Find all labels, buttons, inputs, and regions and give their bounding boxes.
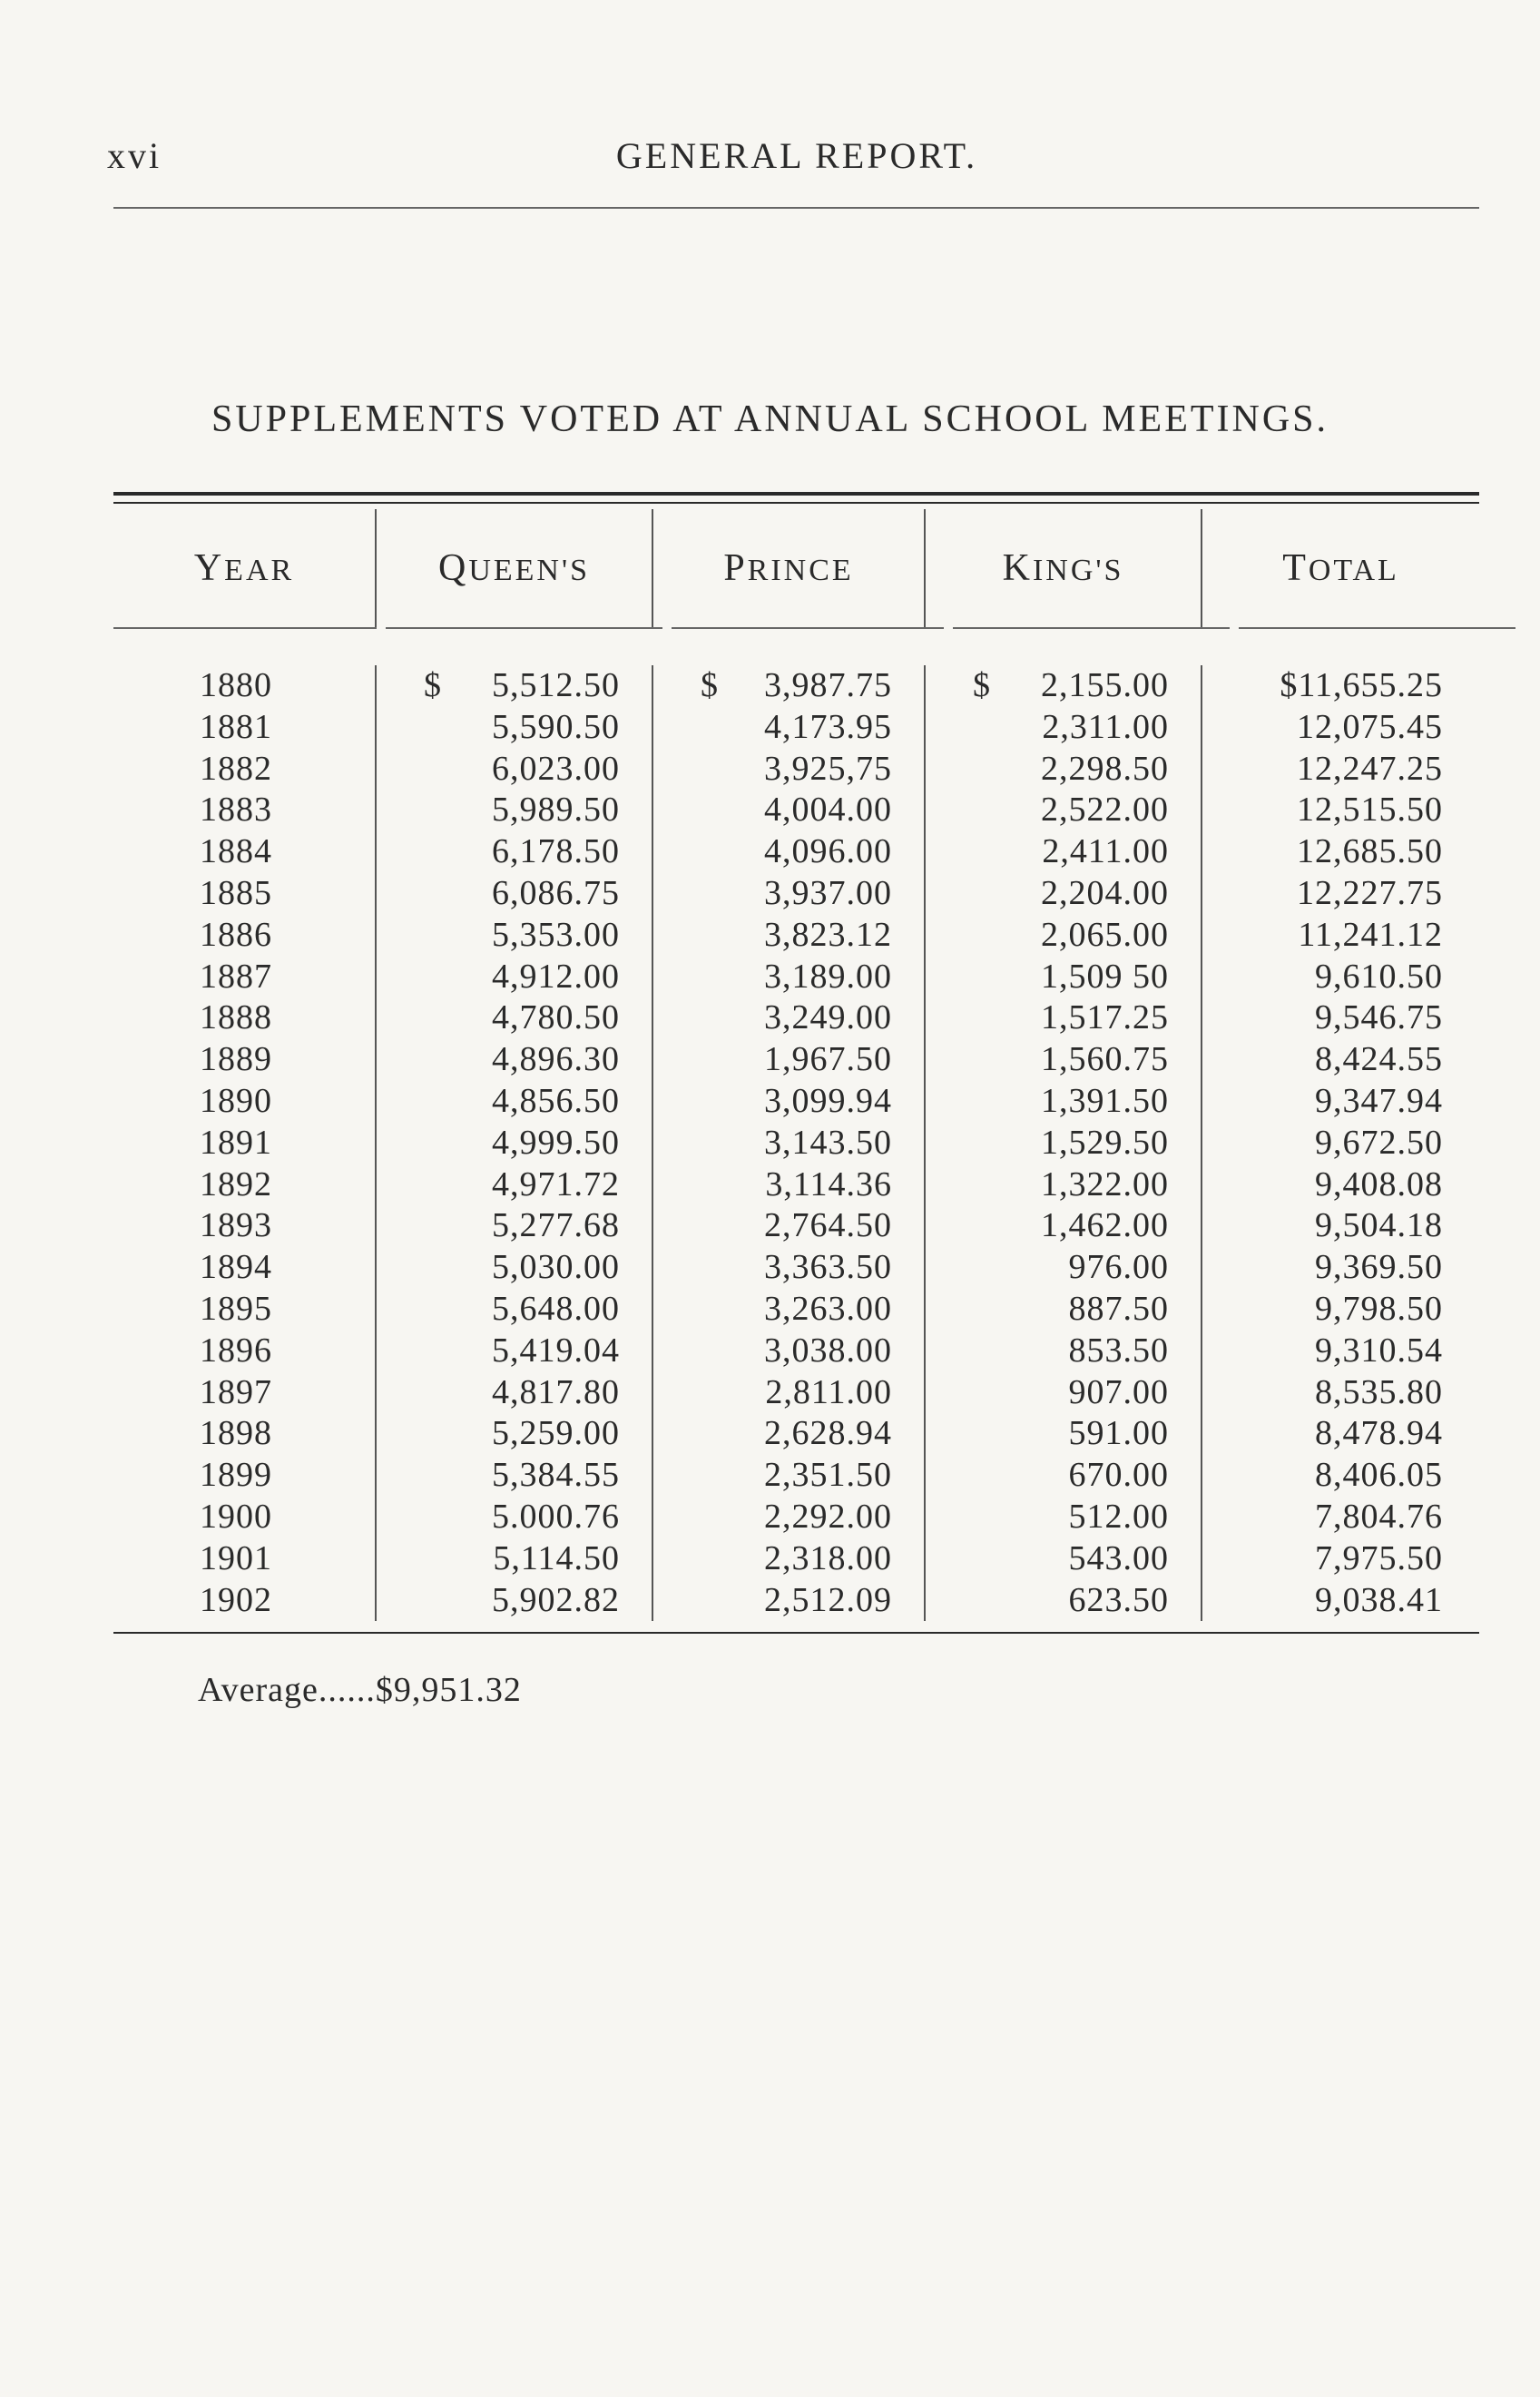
kings-cell: [926, 1123, 1201, 1164]
year-cell: [113, 997, 375, 1039]
year-cell: [113, 1497, 375, 1538]
total-cell: [1202, 749, 1479, 791]
queens-cell: [377, 915, 652, 957]
total-cell-value: 7,975.50: [1315, 1538, 1443, 1577]
kings-cell-value: 512.00: [1068, 1497, 1169, 1536]
kings-cell: [926, 790, 1201, 831]
kings-cell: [926, 1372, 1201, 1414]
prince-cell: [653, 1580, 924, 1622]
queens-cell: [377, 1164, 652, 1206]
prince-cell-value: 3,937.00: [764, 873, 892, 912]
kings-cell-value: 1,509 50: [1041, 957, 1169, 996]
prince-cell: [653, 1455, 924, 1497]
table-title: SUPPLEMENTS VOTED AT ANNUAL SCHOOL MEETINGS.: [211, 398, 1329, 440]
queens-cell-value: 5,353.00: [492, 915, 620, 954]
kings-cell: [926, 1289, 1201, 1331]
prince-cell-value: 2,811.00: [765, 1372, 892, 1411]
total-cell: [1202, 1289, 1479, 1331]
kings-cell: [926, 1580, 1201, 1622]
kings-cell-value: 2,204.00: [1041, 873, 1169, 912]
kings-cell: [926, 1497, 1201, 1538]
year-cell-value: 1884: [200, 832, 272, 871]
table-body: [113, 629, 1479, 1632]
prince-column: [653, 665, 926, 1621]
kings-cell-value: 1,391.50: [1041, 1081, 1169, 1120]
total-cell: [1202, 957, 1479, 998]
table-top-rule: [113, 492, 1479, 504]
queens-cell: [377, 831, 652, 873]
kings-cell: [926, 1205, 1201, 1247]
dollar-sign: $: [701, 666, 719, 704]
year-cell: [113, 831, 375, 873]
year-cell: [113, 1413, 375, 1455]
total-cell-value: 12,515.50: [1297, 791, 1443, 830]
prince-cell: [653, 749, 924, 791]
average-leader: ......: [318, 1671, 376, 1709]
total-cell: [1202, 1123, 1479, 1164]
kings-cell-value: 623.50: [1068, 1580, 1169, 1619]
kings-cell-value: 543.00: [1068, 1538, 1169, 1577]
total-cell: [1202, 1081, 1479, 1123]
kings-cell: [926, 873, 1201, 915]
queens-cell-value: 6,023.00: [492, 749, 620, 788]
supplements-table: [113, 492, 1479, 1634]
prince-cell-value: 3,099.94: [764, 1081, 892, 1120]
year-cell-value: 1898: [200, 1414, 272, 1453]
year-cell-value: 1902: [200, 1580, 272, 1619]
year-cell-value: 1900: [200, 1497, 272, 1536]
total-cell-value: 9,347.94: [1315, 1081, 1443, 1120]
year-cell: [113, 957, 375, 998]
prince-cell: [653, 665, 924, 707]
total-cell-value: 9,408.08: [1315, 1164, 1443, 1203]
total-cell: [1202, 997, 1479, 1039]
kings-cell: [926, 997, 1201, 1039]
header-underline: [113, 627, 1479, 629]
queens-cell-value: 5,989.50: [492, 791, 620, 830]
queens-cell: [377, 873, 652, 915]
total-cell: [1202, 1039, 1479, 1081]
total-cell: [1202, 831, 1479, 873]
queens-cell-value: 5,648.00: [492, 1289, 620, 1328]
queens-cell: [377, 707, 652, 749]
prince-cell-value: 2,318.00: [764, 1538, 892, 1577]
year-cell: [113, 1289, 375, 1331]
prince-cell: [653, 831, 924, 873]
kings-cell-value: 2,411.00: [1042, 832, 1169, 871]
year-cell-value: 1895: [200, 1289, 272, 1328]
prince-cell-value: 4,004.00: [764, 791, 892, 830]
year-cell-value: 1882: [200, 749, 272, 788]
year-cell: [113, 915, 375, 957]
kings-cell-value: 1,560.75: [1041, 1040, 1169, 1079]
year-cell: [113, 707, 375, 749]
total-cell: [1202, 1164, 1479, 1206]
year-cell-value: 1883: [200, 791, 272, 830]
average-value: $9,951.32: [375, 1671, 522, 1709]
year-cell: [113, 1538, 375, 1580]
kings-cell: [926, 957, 1201, 998]
year-cell: [113, 1081, 375, 1123]
queens-cell-value: 4,971.72: [492, 1164, 620, 1203]
year-cell-value: 1886: [200, 915, 272, 954]
prince-cell: [653, 957, 924, 998]
kings-cell: [926, 831, 1201, 873]
queens-cell-value: 4,780.50: [492, 998, 620, 1037]
queens-cell: [377, 1247, 652, 1289]
queens-cell-value: 5,114.50: [493, 1538, 620, 1577]
queens-cell-value: 4,999.50: [492, 1123, 620, 1162]
prince-cell-value: 3,987.75: [764, 666, 892, 704]
total-column: [1202, 665, 1479, 1621]
total-cell-value: 8,478.94: [1315, 1414, 1443, 1453]
year-cell: [113, 1123, 375, 1164]
table-bottom-rule: [113, 1632, 1479, 1634]
year-cell: [113, 1164, 375, 1206]
prince-cell: [653, 1413, 924, 1455]
kings-cell-value: 853.50: [1068, 1331, 1169, 1370]
year-cell: [113, 749, 375, 791]
kings-cell: [926, 1413, 1201, 1455]
prince-cell: [653, 997, 924, 1039]
total-cell-value: 9,369.50: [1315, 1248, 1443, 1287]
year-cell: [113, 1247, 375, 1289]
prince-cell: [653, 1538, 924, 1580]
column-header-total: TOTAL: [1282, 547, 1399, 589]
queens-cell: [377, 1497, 652, 1538]
total-cell: [1202, 873, 1479, 915]
year-cell: [113, 1372, 375, 1414]
kings-cell: [926, 1247, 1201, 1289]
kings-cell: [926, 1538, 1201, 1580]
total-cell-value: $11,655.25: [1280, 666, 1443, 704]
prince-cell-value: 3,249.00: [764, 998, 892, 1037]
prince-cell-value: 3,363.50: [764, 1248, 892, 1287]
column-header-prince: PRINCE: [653, 509, 926, 627]
total-cell: [1202, 1205, 1479, 1247]
year-cell-value: 1892: [200, 1164, 272, 1203]
kings-cell: [926, 915, 1201, 957]
prince-cell-value: 2,351.50: [764, 1456, 892, 1495]
kings-cell-value: 670.00: [1068, 1456, 1169, 1495]
year-cell-value: 1899: [200, 1456, 272, 1495]
queens-cell-value: 5,277.68: [492, 1206, 620, 1245]
total-cell-value: 12,685.50: [1297, 832, 1443, 871]
queens-cell: [377, 1580, 652, 1622]
column-header-queens: QUEEN'S: [377, 509, 653, 627]
total-cell: [1202, 1497, 1479, 1538]
queens-cell: [377, 1455, 652, 1497]
total-cell-value: 7,804.76: [1315, 1497, 1443, 1536]
queens-cell: [377, 997, 652, 1039]
queens-cell-value: 6,086.75: [492, 873, 620, 912]
year-cell-value: 1889: [200, 1040, 272, 1079]
queens-cell-value: 6,178.50: [492, 832, 620, 871]
total-cell-value: 12,227.75: [1297, 873, 1443, 912]
prince-cell: [653, 873, 924, 915]
running-head: GENERAL REPORT.: [615, 135, 978, 176]
total-cell: [1202, 1538, 1479, 1580]
queens-cell-value: 5,419.04: [492, 1331, 620, 1370]
prince-cell: [653, 1081, 924, 1123]
queens-cell: [377, 1123, 652, 1164]
queens-cell-value: 4,856.50: [492, 1081, 620, 1120]
kings-cell-value: 2,298.50: [1041, 749, 1169, 788]
year-cell: [113, 790, 375, 831]
page-number: xvi: [107, 135, 162, 176]
queens-cell-value: 5,902.82: [492, 1580, 620, 1619]
column-header-row: [113, 509, 1479, 627]
prince-cell: [653, 1205, 924, 1247]
queens-cell: [377, 1538, 652, 1580]
total-cell-value: 8,406.05: [1315, 1456, 1443, 1495]
queens-cell: [377, 790, 652, 831]
prince-cell-value: 4,096.00: [764, 832, 892, 871]
prince-cell: [653, 707, 924, 749]
header-rule: [113, 207, 1479, 209]
total-cell: [1202, 1413, 1479, 1455]
dollar-sign: $: [424, 666, 442, 704]
prince-cell: [653, 1331, 924, 1372]
column-header-year: YEAR: [113, 509, 377, 627]
kings-cell-value: 1,322.00: [1041, 1164, 1169, 1203]
total-cell-value: 8,424.55: [1315, 1040, 1443, 1079]
queens-cell-value: 5,384.55: [492, 1456, 620, 1495]
kings-cell: [926, 1081, 1201, 1123]
year-cell-value: 1887: [200, 957, 272, 996]
kings-cell: [926, 1039, 1201, 1081]
total-cell-value: 9,310.54: [1315, 1331, 1443, 1370]
prince-cell-value: 2,764.50: [764, 1206, 892, 1245]
prince-cell-value: 3,925,75: [764, 749, 892, 788]
kings-cell-value: 2,065.00: [1041, 915, 1169, 954]
year-cell: [113, 1039, 375, 1081]
prince-cell: [653, 1289, 924, 1331]
kings-cell-value: 976.00: [1068, 1248, 1169, 1287]
kings-cell-value: 1,517.25: [1041, 998, 1169, 1037]
prince-cell: [653, 1497, 924, 1538]
prince-cell: [653, 915, 924, 957]
kings-cell: [926, 1455, 1201, 1497]
queens-cell: [377, 749, 652, 791]
kings-cell-value: 2,155.00: [1041, 666, 1169, 704]
total-cell-value: 9,610.50: [1315, 957, 1443, 996]
column-header-kings: KING'S: [926, 509, 1202, 627]
queens-cell-value: 5,030.00: [492, 1248, 620, 1287]
prince-cell-value: 2,292.00: [764, 1497, 892, 1536]
total-cell: [1202, 665, 1479, 707]
year-cell: [113, 1331, 375, 1372]
prince-cell: [653, 1372, 924, 1414]
kings-cell-value: 1,529.50: [1041, 1123, 1169, 1162]
kings-cell-value: 2,311.00: [1042, 707, 1169, 746]
total-cell-value: 12,075.45: [1297, 707, 1443, 746]
year-cell-value: 1891: [200, 1123, 272, 1162]
total-cell-value: 9,038.41: [1315, 1580, 1443, 1619]
total-cell: [1202, 707, 1479, 749]
year-cell: [113, 665, 375, 707]
year-cell-value: 1896: [200, 1331, 272, 1370]
average-label: Average: [198, 1671, 319, 1709]
prince-cell-value: 4,173.95: [764, 707, 892, 746]
prince-cell-value: 3,114.36: [765, 1164, 892, 1203]
kings-cell-value: 2,522.00: [1041, 791, 1169, 830]
queens-cell: [377, 1205, 652, 1247]
prince-cell-value: 3,823.12: [764, 915, 892, 954]
year-cell-value: 1890: [200, 1081, 272, 1120]
dollar-sign: $: [973, 666, 991, 704]
kings-cell-value: 591.00: [1068, 1414, 1169, 1453]
kings-column: [926, 665, 1202, 1621]
queens-cell: [377, 1413, 652, 1455]
kings-cell: [926, 1331, 1201, 1372]
queens-cell-value: 5.000.76: [492, 1497, 620, 1536]
kings-cell: [926, 707, 1201, 749]
total-cell: [1202, 1455, 1479, 1497]
prince-cell: [653, 1039, 924, 1081]
total-cell: [1202, 1331, 1479, 1372]
total-cell-value: 9,672.50: [1315, 1123, 1443, 1162]
average-line: [198, 1670, 522, 1710]
prince-cell: [653, 1123, 924, 1164]
total-cell-value: 8,535.80: [1315, 1372, 1443, 1411]
page-header: [107, 134, 1486, 189]
kings-cell-value: 907.00: [1068, 1372, 1169, 1411]
total-cell: [1202, 1247, 1479, 1289]
total-cell-value: 9,504.18: [1315, 1206, 1443, 1245]
year-cell: [113, 1580, 375, 1622]
total-cell-value: 12,247.25: [1297, 749, 1443, 788]
year-cell-value: 1893: [200, 1206, 272, 1245]
total-cell: [1202, 915, 1479, 957]
total-cell: [1202, 1580, 1479, 1622]
prince-cell-value: 3,143.50: [764, 1123, 892, 1162]
total-cell-value: 11,241.12: [1298, 915, 1443, 954]
prince-cell-value: 2,512.09: [764, 1580, 892, 1619]
queens-cell: [377, 1331, 652, 1372]
prince-cell-value: 3,263.00: [764, 1289, 892, 1328]
kings-cell-value: 887.50: [1068, 1289, 1169, 1328]
queens-cell: [377, 1289, 652, 1331]
prince-cell-value: 1,967.50: [764, 1040, 892, 1079]
year-cell-value: 1894: [200, 1248, 272, 1287]
kings-cell: [926, 665, 1201, 707]
prince-cell: [653, 1247, 924, 1289]
prince-cell-value: 3,038.00: [764, 1331, 892, 1370]
prince-cell-value: 3,189.00: [764, 957, 892, 996]
queens-cell-value: 5,512.50: [492, 666, 620, 704]
year-cell: [113, 1455, 375, 1497]
total-cell: [1202, 790, 1479, 831]
year-column: [113, 665, 377, 1621]
year-cell: [113, 873, 375, 915]
queens-cell-value: 4,896.30: [492, 1040, 620, 1079]
queens-cell-value: 4,817.80: [492, 1372, 620, 1411]
prince-cell: [653, 1164, 924, 1206]
queens-column: [377, 665, 653, 1621]
year-cell-value: 1885: [200, 873, 272, 912]
prince-cell: [653, 790, 924, 831]
kings-cell-value: 1,462.00: [1041, 1206, 1169, 1245]
year-cell-value: 1897: [200, 1372, 272, 1411]
year-cell-value: 1880: [200, 666, 272, 704]
year-cell-value: 1881: [200, 707, 272, 746]
queens-cell-value: 4,912.00: [492, 957, 620, 996]
total-cell-value: 9,546.75: [1315, 998, 1443, 1037]
queens-cell: [377, 665, 652, 707]
prince-cell-value: 2,628.94: [764, 1414, 892, 1453]
total-cell-value: 9,798.50: [1315, 1289, 1443, 1328]
queens-cell: [377, 957, 652, 998]
queens-cell: [377, 1039, 652, 1081]
year-cell-value: 1901: [200, 1538, 272, 1577]
queens-cell-value: 5,259.00: [492, 1414, 620, 1453]
kings-cell: [926, 1164, 1201, 1206]
queens-cell-value: 5,590.50: [492, 707, 620, 746]
year-cell-value: 1888: [200, 998, 272, 1037]
total-cell: [1202, 1372, 1479, 1414]
year-cell: [113, 1205, 375, 1247]
queens-cell: [377, 1081, 652, 1123]
kings-cell: [926, 749, 1201, 791]
queens-cell: [377, 1372, 652, 1414]
